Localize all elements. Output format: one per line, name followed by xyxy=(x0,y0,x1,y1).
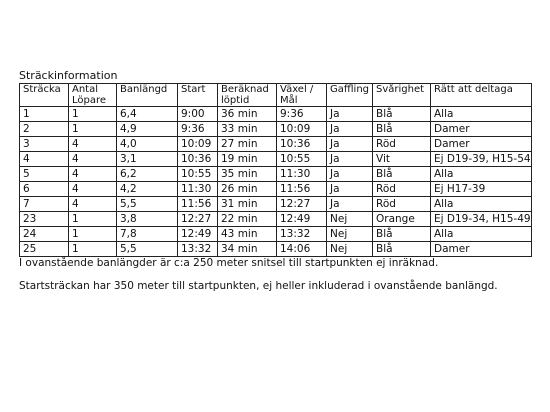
table-cell: Ej D19-34, H15-49 xyxy=(431,212,532,227)
footnote-snitsel: I ovanstående banlängder är c:a 250 meter snitsel till startpunkten ej inräknad. xyxy=(19,257,439,269)
table-cell: 3,1 xyxy=(117,152,178,167)
table-cell: 7 xyxy=(20,197,69,212)
table-cell: 4,9 xyxy=(117,122,178,137)
table-cell: Blå xyxy=(373,107,431,122)
column-header-label: Start xyxy=(181,84,206,95)
table-row xyxy=(20,167,532,182)
table-cell: 4 xyxy=(69,167,117,182)
table-cell: Alla xyxy=(431,167,532,182)
table-caption: Sträckinformation xyxy=(19,69,118,82)
table-cell: Nej xyxy=(327,242,373,257)
table-cell: 23 xyxy=(20,212,69,227)
table-row xyxy=(20,227,532,242)
table-cell: Röd xyxy=(373,197,431,212)
table-cell: 1 xyxy=(69,227,117,242)
table-cell: 11:56 xyxy=(178,197,218,212)
column-header xyxy=(277,84,327,107)
column-header-label: Växel / xyxy=(280,84,314,95)
table-cell: 35 min xyxy=(218,167,277,182)
table-cell: Röd xyxy=(373,137,431,152)
table-cell: 33 min xyxy=(218,122,277,137)
table-cell: 12:27 xyxy=(178,212,218,227)
table-row xyxy=(20,182,532,197)
table-cell: 7,8 xyxy=(117,227,178,242)
table-cell: 11:56 xyxy=(277,182,327,197)
table-cell: 5,5 xyxy=(117,242,178,257)
table-cell: 1 xyxy=(69,122,117,137)
table-cell: Ja xyxy=(327,122,373,137)
table-cell: 4 xyxy=(69,197,117,212)
table-cell: 2 xyxy=(20,122,69,137)
table-cell: 10:55 xyxy=(178,167,218,182)
table-cell: Nej xyxy=(327,212,373,227)
column-header-label: löptid xyxy=(221,95,250,106)
table-cell: Ja xyxy=(327,152,373,167)
table-cell: 4 xyxy=(69,182,117,197)
table-cell: 10:36 xyxy=(178,152,218,167)
column-header xyxy=(218,84,277,107)
table-cell: Blå xyxy=(373,167,431,182)
table-row xyxy=(20,107,532,122)
table-cell: 26 min xyxy=(218,182,277,197)
table-cell: Orange xyxy=(373,212,431,227)
table-cell: 1 xyxy=(69,212,117,227)
table-cell: Ja xyxy=(327,197,373,212)
table-cell: 10:36 xyxy=(277,137,327,152)
table-cell: 5,5 xyxy=(117,197,178,212)
column-header xyxy=(117,84,178,107)
column-header-label: Sträcka xyxy=(23,84,61,95)
table-cell: 4,0 xyxy=(117,137,178,152)
table-cell: 25 xyxy=(20,242,69,257)
table-cell: 13:32 xyxy=(277,227,327,242)
table-cell: 14:06 xyxy=(277,242,327,257)
table-cell: Alla xyxy=(431,227,532,242)
column-header-label: Banlängd xyxy=(120,84,168,95)
table-body xyxy=(20,107,532,257)
table-row xyxy=(20,122,532,137)
table-cell: 19 min xyxy=(218,152,277,167)
table-cell: Ja xyxy=(327,137,373,152)
column-header xyxy=(327,84,373,107)
table-cell: Ej H17-39 xyxy=(431,182,532,197)
column-header-label: Beräknad xyxy=(221,84,269,95)
table-row xyxy=(20,197,532,212)
table-cell: 9:36 xyxy=(277,107,327,122)
table-cell: 24 xyxy=(20,227,69,242)
table-header xyxy=(20,84,532,107)
table-cell: 11:30 xyxy=(178,182,218,197)
table-cell: 6 xyxy=(20,182,69,197)
column-header-label: Antal xyxy=(72,84,99,95)
table-cell: 34 min xyxy=(218,242,277,257)
table-row xyxy=(20,242,532,257)
table-row xyxy=(20,152,532,167)
table-cell: 4,2 xyxy=(117,182,178,197)
table-cell: 11:30 xyxy=(277,167,327,182)
leg-information-table xyxy=(19,83,532,257)
table-cell: 31 min xyxy=(218,197,277,212)
table-cell: 1 xyxy=(69,242,117,257)
table-cell: 27 min xyxy=(218,137,277,152)
table-cell: 5 xyxy=(20,167,69,182)
document xyxy=(19,69,531,293)
table-cell: Damer xyxy=(431,242,532,257)
column-header-label: Rätt att deltaga xyxy=(434,84,513,95)
column-header-label: Mål xyxy=(280,95,298,106)
header-row xyxy=(20,84,532,107)
footnote-start-leg: Startsträckan har 350 meter till startpunkten, ej heller inkluderad i ovanstående banlängd. xyxy=(19,280,498,292)
table-cell: Ej D19-39, H15-54 xyxy=(431,152,532,167)
table-cell: Blå xyxy=(373,122,431,137)
column-header xyxy=(431,84,532,107)
table-row xyxy=(20,212,532,227)
table-cell: 6,4 xyxy=(117,107,178,122)
column-header xyxy=(373,84,431,107)
column-header-label: Gaffling xyxy=(330,84,370,95)
table-cell: Damer xyxy=(431,122,532,137)
table-cell: Ja xyxy=(327,107,373,122)
table-cell: Blå xyxy=(373,227,431,242)
table-cell: 12:49 xyxy=(277,212,327,227)
table-cell: 36 min xyxy=(218,107,277,122)
table-cell: 3,8 xyxy=(117,212,178,227)
table-cell: 10:09 xyxy=(178,137,218,152)
table-cell: 9:00 xyxy=(178,107,218,122)
table-cell: Röd xyxy=(373,182,431,197)
table-cell: 43 min xyxy=(218,227,277,242)
column-header xyxy=(69,84,117,107)
table-cell: 1 xyxy=(20,107,69,122)
table-cell: 10:55 xyxy=(277,152,327,167)
table-cell: 6,2 xyxy=(117,167,178,182)
table-cell: Alla xyxy=(431,197,532,212)
table-row xyxy=(20,137,532,152)
table-cell: 13:32 xyxy=(178,242,218,257)
table-cell: Vit xyxy=(373,152,431,167)
table-cell: 4 xyxy=(69,152,117,167)
table-cell: Ja xyxy=(327,167,373,182)
table-cell: Nej xyxy=(327,227,373,242)
column-header-label: Svårighet xyxy=(376,84,425,95)
table-cell: 22 min xyxy=(218,212,277,227)
column-header xyxy=(178,84,218,107)
table-cell: 12:49 xyxy=(178,227,218,242)
table-cell: 4 xyxy=(20,152,69,167)
column-header xyxy=(20,84,69,107)
table-cell: Blå xyxy=(373,242,431,257)
table-cell: Ja xyxy=(327,182,373,197)
table-cell: 4 xyxy=(69,137,117,152)
table-cell: 10:09 xyxy=(277,122,327,137)
column-header-label: Löpare xyxy=(72,95,107,106)
table-cell: 9:36 xyxy=(178,122,218,137)
table-cell: Alla xyxy=(431,107,532,122)
table-cell: 1 xyxy=(69,107,117,122)
table-cell: 12:27 xyxy=(277,197,327,212)
table-cell: Damer xyxy=(431,137,532,152)
table-cell: 3 xyxy=(20,137,69,152)
